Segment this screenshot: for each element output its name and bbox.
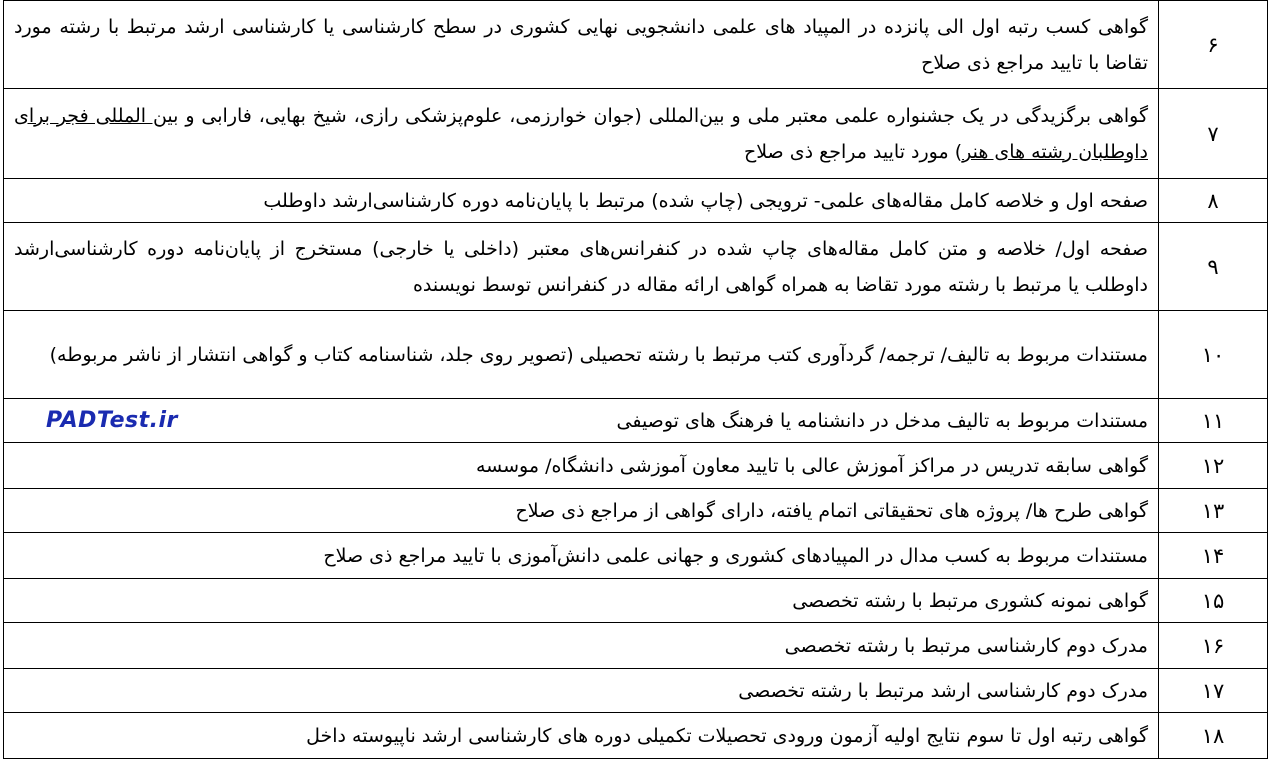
- description-text: گواهی طرح ها/ پروژه های تحقیقاتی اتمام یافته، دارای گواهی از مراجع ذی صلاح: [515, 499, 1148, 522]
- table-row: [4, 89, 1268, 179]
- table-row: [4, 669, 1268, 713]
- row-number: ۱۳: [1159, 489, 1268, 533]
- row-description: [4, 669, 1159, 713]
- description-text: صفحه اول/ خلاصه و متن کامل مقاله‌های چاپ شده در کنفرانس‌های معتبر (داخلی یا خارجی) مستخرج از پایان‌نامه دوره کارشناسی‌ارشد داوطلب یا مرتبط با رشته مورد تقاضا به همراه گواهی ارائه مقاله در کنفرانس توسط نویسنده: [14, 237, 1148, 296]
- description-text: مستندات مربوط به تالیف مدخل در دانشنامه یا فرهنگ های توصیفی: [616, 409, 1148, 432]
- row-number: ۶: [1159, 1, 1268, 89]
- row-description: [4, 579, 1159, 623]
- row-description: [4, 399, 1159, 443]
- row-description: [4, 533, 1159, 579]
- description-text: مدرک دوم کارشناسی مرتبط با رشته تخصصی: [784, 634, 1148, 657]
- description-text: صفحه اول و خلاصه کامل مقاله‌های علمی- ترویجی (چاپ شده) مرتبط با پایان‌نامه دوره کارشناسی‌ارشد داوطلب: [263, 189, 1148, 212]
- table-row: [4, 579, 1268, 623]
- row-description: [4, 443, 1159, 489]
- description-text: مستندات مربوط به کسب مدال در المپیادهای کشوری و جهانی علمی دانش‌آموزی با تایید مراجع ذی صلاح: [323, 544, 1148, 567]
- row-number: ۸: [1159, 179, 1268, 223]
- row-number: ۱۵: [1159, 579, 1268, 623]
- row-number: ۱۷: [1159, 669, 1268, 713]
- table-row: [4, 311, 1268, 399]
- table-row: [4, 223, 1268, 311]
- description-text: گواهی برگزیدگی در یک جشنواره علمی معتبر ملی و بین‌المللی (جوان خوارزمی، علوم‌پزشکی رازی، شیخ بهایی، فارابی و: [178, 104, 1148, 127]
- description-text: ) مورد تایید مراجع ذی صلاح: [743, 140, 963, 163]
- description-text: گواهی سابقه تدریس در مراکز آموزش عالی با تایید معاون آموزشی دانشگاه/ موسسه: [476, 454, 1148, 477]
- row-description: [4, 89, 1159, 179]
- row-description: [4, 489, 1159, 533]
- row-number: ۱۶: [1159, 623, 1268, 669]
- description-text: گواهی رتبه اول تا سوم نتایج اولیه آزمون ورودی تحصیلات تکمیلی دوره های کارشناسی ارشد ناپیوسته داخل: [306, 724, 1148, 747]
- table-row: [4, 1, 1268, 89]
- row-description: [4, 223, 1159, 311]
- row-description: [4, 1, 1159, 89]
- row-number: ۱۴: [1159, 533, 1268, 579]
- table-row: [4, 489, 1268, 533]
- watermark-logo: PADTest.ir: [46, 407, 178, 433]
- table-row: [4, 399, 1268, 443]
- table-row: [4, 533, 1268, 579]
- row-number: ۱۱: [1159, 399, 1268, 443]
- description-text: مستندات مربوط به تالیف/ ترجمه/ گردآوری کتب مرتبط با رشته تحصیلی (تصویر روی جلد، شناسنامه کتاب و گواهی انتشار از ناشر مربوطه): [49, 343, 1148, 366]
- underlined-text: بین المللی فجر برای داوطلبان رشته های هنر: [14, 104, 1148, 163]
- row-description: [4, 713, 1159, 759]
- row-description: [4, 179, 1159, 223]
- documents-table: [3, 0, 1268, 759]
- row-description: [4, 311, 1159, 399]
- table-row: [4, 713, 1268, 759]
- row-number: ۹: [1159, 223, 1268, 311]
- description-text: مدرک دوم کارشناسی ارشد مرتبط با رشته تخصصی: [738, 679, 1148, 702]
- row-number: ۱۲: [1159, 443, 1268, 489]
- row-number: ۱۸: [1159, 713, 1268, 759]
- row-number: ۱۰: [1159, 311, 1268, 399]
- table-row: [4, 179, 1268, 223]
- description-text: گواهی کسب رتبه اول الی پانزده در المپیاد های علمی دانشجویی نهایی کشوری در سطح کارشناسی یا کارشناسی ارشد مرتبط با رشته مورد تقاضا با تایید مراجع ذی صلاح: [14, 15, 1148, 74]
- row-number: ۷: [1159, 89, 1268, 179]
- table-row: [4, 443, 1268, 489]
- description-text: گواهی نمونه کشوری مرتبط با رشته تخصصی: [792, 589, 1148, 612]
- row-description: [4, 623, 1159, 669]
- table-row: [4, 623, 1268, 669]
